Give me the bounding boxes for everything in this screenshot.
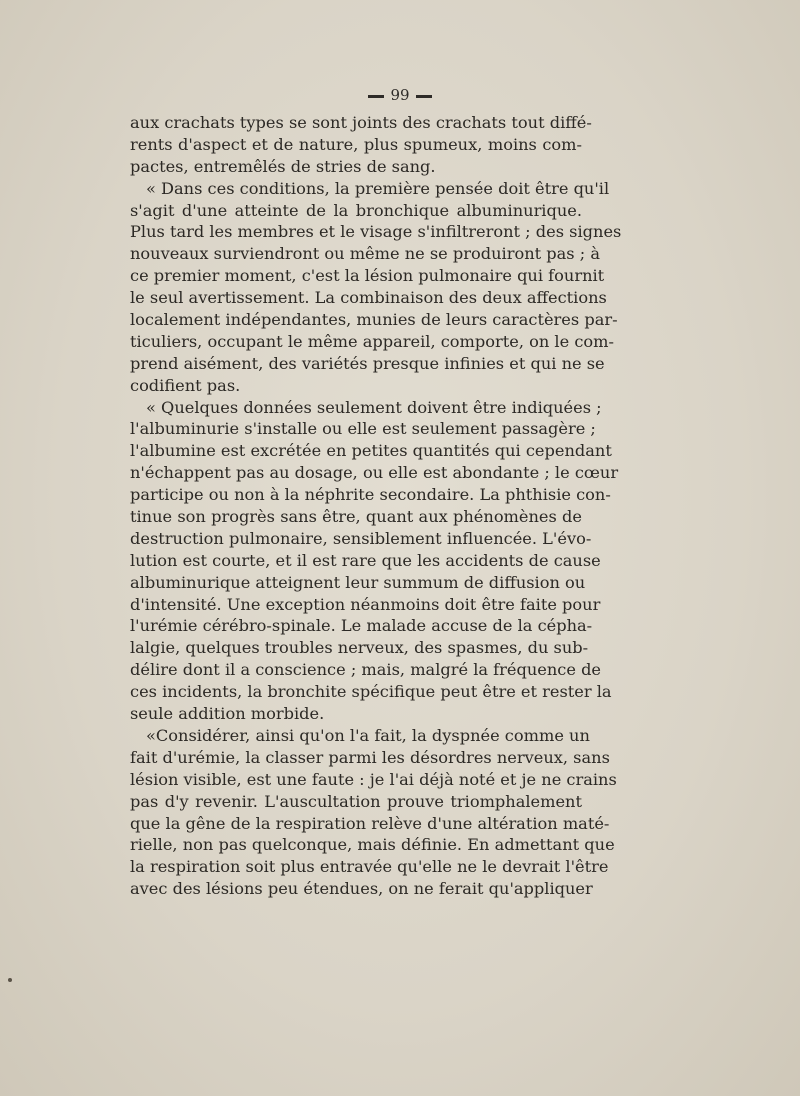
text-line: codifient pas. bbox=[130, 375, 241, 395]
text-line: le seul avertissement. La combinaison des deux affections bbox=[130, 288, 607, 308]
text-line: rents d'aspect et de nature, plus spumeux, moins com- bbox=[130, 134, 582, 154]
text-line: aux crachats types se sont joints des crachats tout diffé- bbox=[130, 113, 592, 132]
right-dash bbox=[416, 95, 432, 98]
text-line: avec des lésions peu étendues, on ne ferait qu'appliquer bbox=[130, 879, 593, 899]
text-line: rielle, non pas quelconque, mais définie. En admettant que bbox=[130, 835, 615, 855]
text-line: tinue son progrès sans être, quant aux phénomènes de bbox=[130, 507, 582, 527]
text-line: localement indépendantes, munies de leurs caractères par- bbox=[130, 310, 618, 330]
text-line: l'albumine est excrétée en petites quantités qui cependant bbox=[130, 441, 612, 461]
text-line: lution est courte, et il est rare que les accidents de cause bbox=[130, 550, 601, 570]
text-line: l'albuminurie s'installe ou elle est seulement passagère ; bbox=[130, 419, 596, 439]
text-line: seule addition morbide. bbox=[130, 704, 325, 724]
text-line: « Quelques données seulement doivent être indiquées ; bbox=[146, 397, 602, 417]
body-text bbox=[130, 112, 622, 900]
text-line: destruction pulmonaire, sensiblement influencée. L'évo- bbox=[130, 528, 592, 548]
text-line: ce premier moment, c'est la lésion pulmonaire qui fournit bbox=[130, 266, 605, 286]
text-line: délire dont il a conscience ; mais, malgré la fréquence de bbox=[130, 660, 602, 680]
text-line: l'urémie cérébro-spinale. Le malade accuse de la cépha- bbox=[130, 616, 593, 636]
page-number-text: 99 bbox=[390, 86, 410, 104]
text-line: « Dans ces conditions, la première pensée doit être qu'il bbox=[146, 178, 610, 198]
text-line: lésion visible, est une faute : je l'ai déjà noté et je ne crains bbox=[130, 769, 617, 789]
text-line: ces incidents, la bronchite spécifique peut être et rester la bbox=[130, 682, 612, 702]
text-line: fait d'urémie, la classer parmi les désordres nerveux, sans bbox=[130, 747, 610, 767]
text-line: s'agit d'une atteinte de la bronchique albuminurique. bbox=[130, 200, 582, 220]
text-line: albuminurique atteignent leur summum de diffusion ou bbox=[130, 572, 586, 592]
text-line: participe ou non à la néphrite secondaire. La phthisie con- bbox=[130, 485, 611, 505]
text-line: pas d'y revenir. L'auscultation prouve triomphalement bbox=[130, 791, 582, 811]
text-line: Plus tard les membres et le visage s'infiltreront ; des signes bbox=[130, 222, 622, 242]
page-speck bbox=[8, 978, 12, 982]
page-number bbox=[0, 86, 800, 104]
text-line: lalgie, quelques troubles nerveux, des spasmes, du sub- bbox=[130, 638, 589, 658]
text-line: nouveaux surviendront ou même ne se produiront pas ; à bbox=[130, 244, 600, 264]
left-dash bbox=[368, 95, 384, 98]
text-line: prend aisément, des variétés presque infinies et qui ne se bbox=[130, 353, 605, 373]
text-line: d'intensité. Une exception néanmoins doit être faite pour bbox=[130, 594, 601, 614]
text-line: la respiration soit plus entravée qu'elle ne le devrait l'être bbox=[130, 857, 609, 877]
text-line: «Considérer, ainsi qu'on l'a fait, la dyspnée comme un bbox=[146, 725, 590, 745]
text-line: que la gêne de la respiration relève d'une altération maté- bbox=[130, 813, 610, 833]
text-line: n'échappent pas au dosage, ou elle est abondante ; le cœur bbox=[130, 463, 619, 483]
text-line: pactes, entremêlés de stries de sang. bbox=[130, 156, 436, 176]
text-line: ticuliers, occupant le même appareil, comporte, on le com- bbox=[130, 331, 614, 351]
